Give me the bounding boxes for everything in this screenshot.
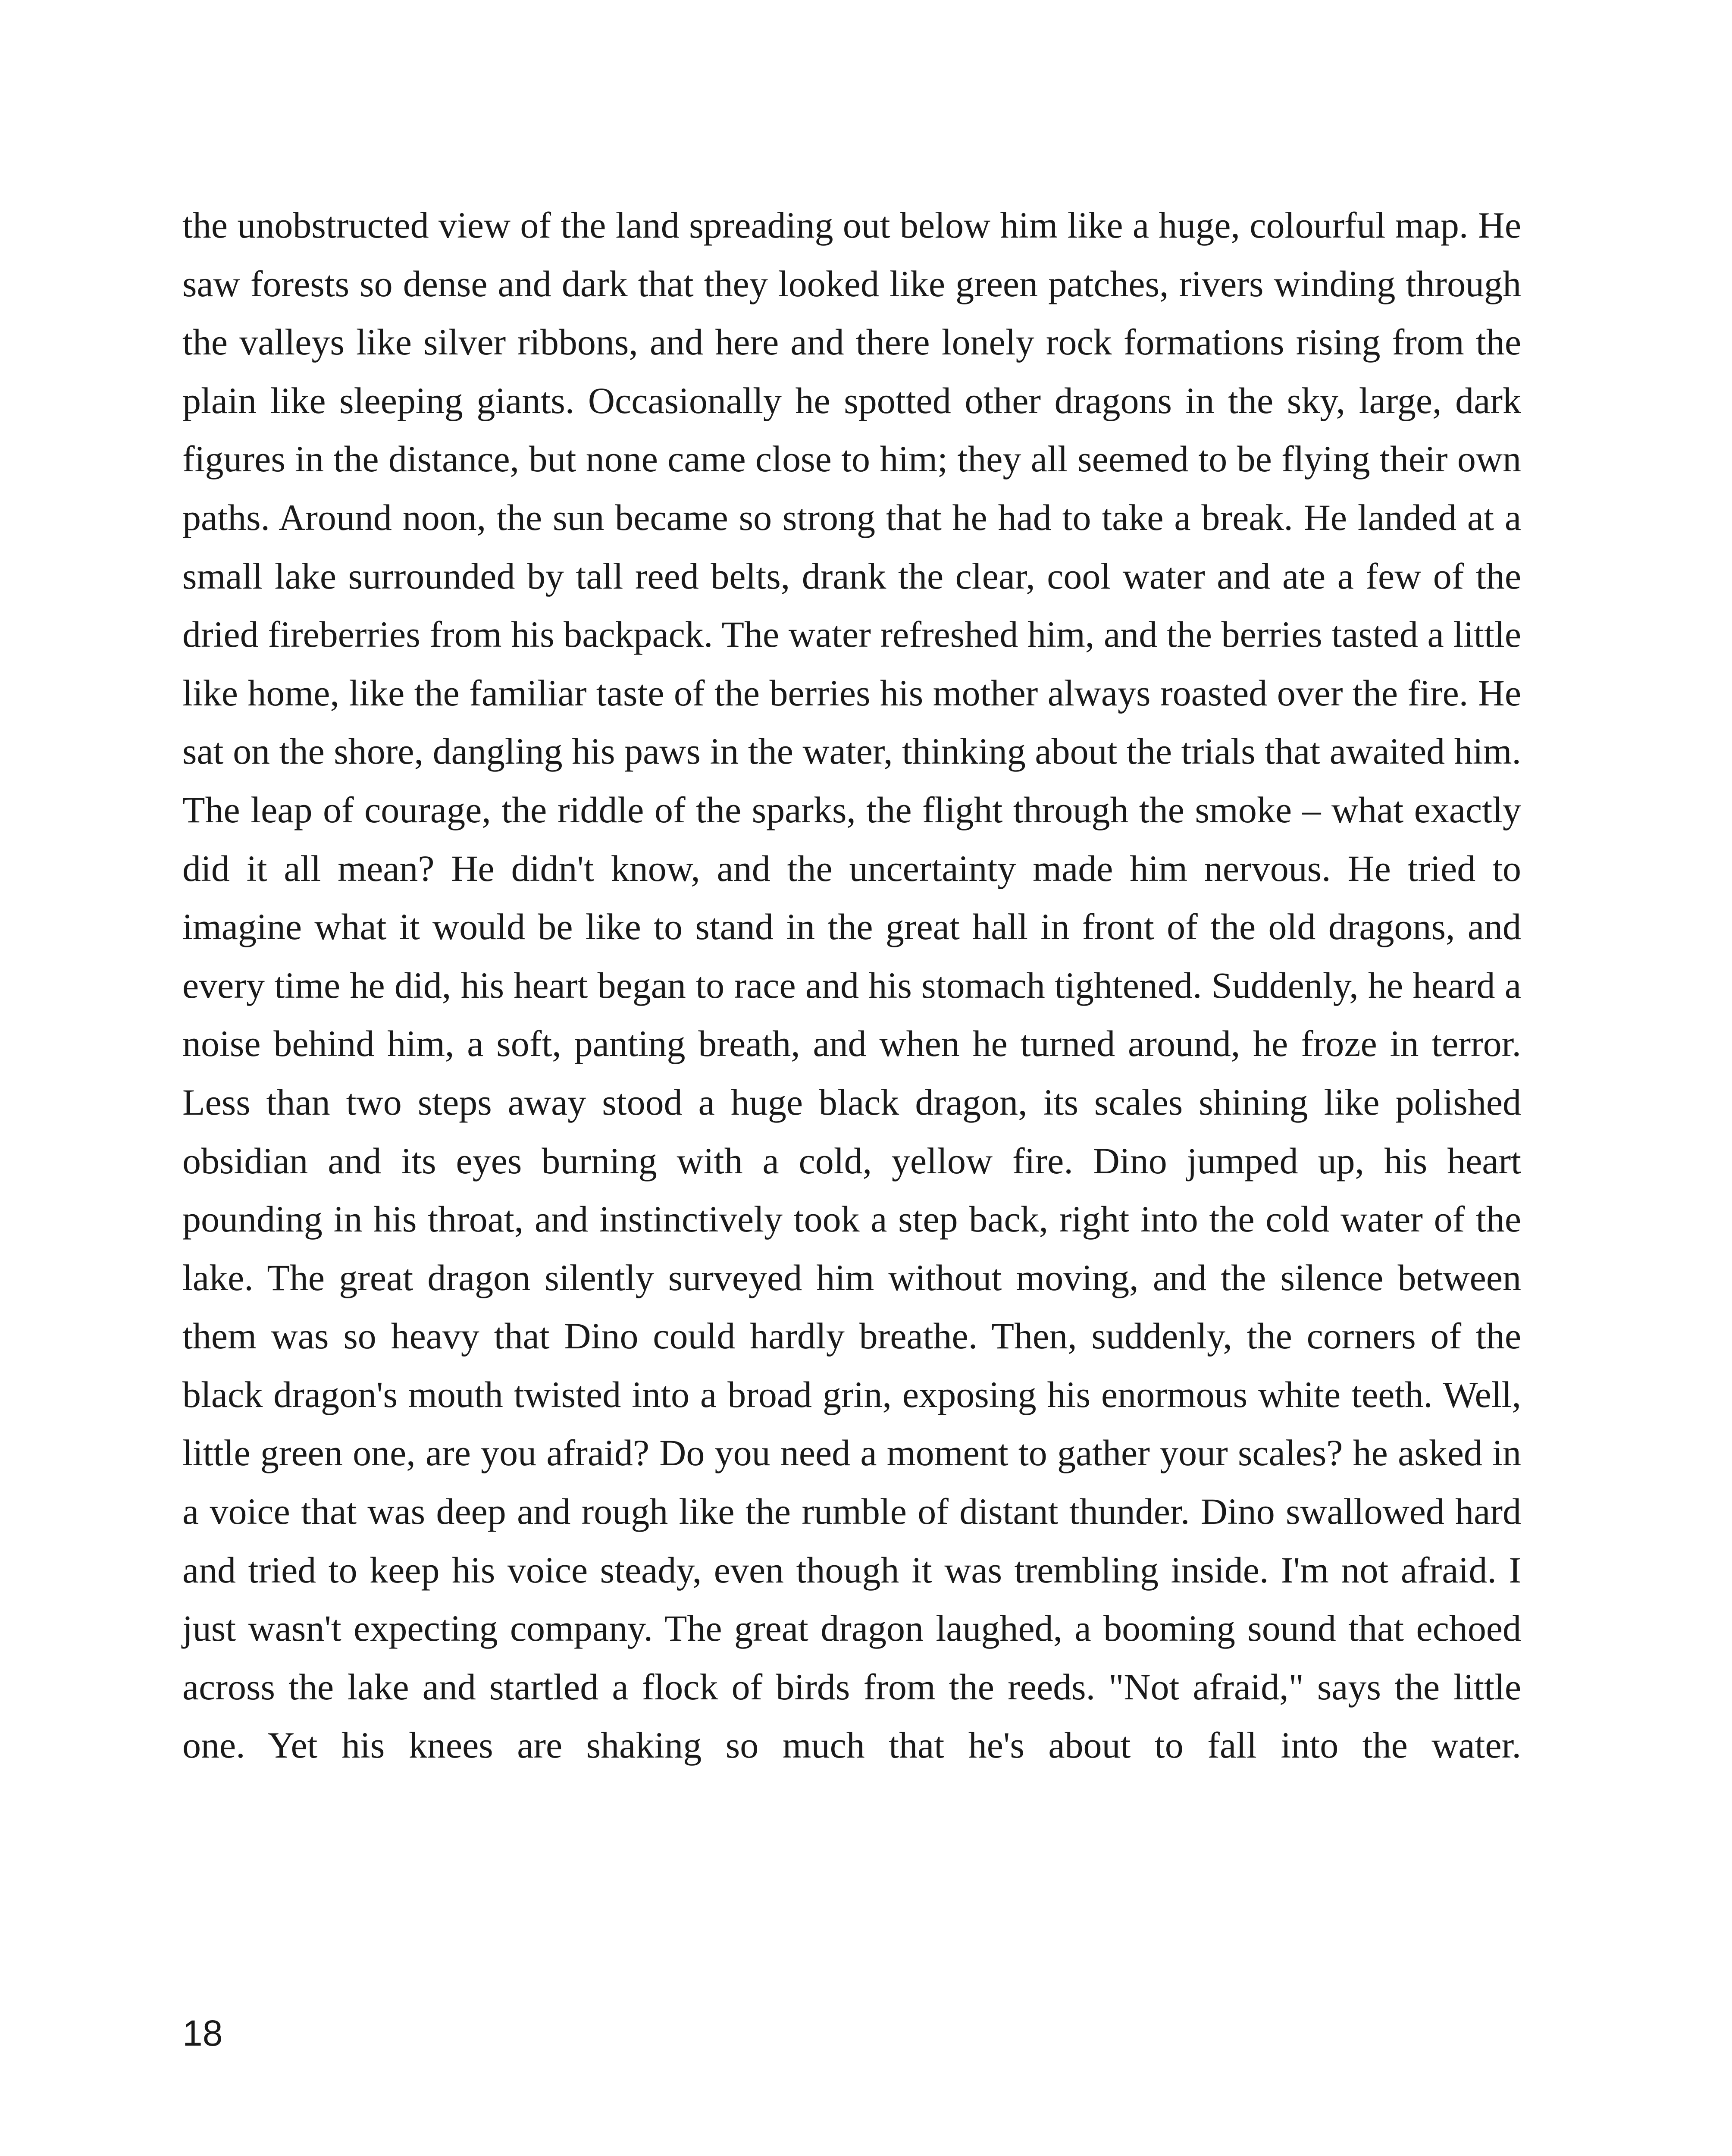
- body-paragraph: the unobstructed view of the land spreading out below him like a huge, colourful map. He saw forests so dense and dark that they looked like green patches, rivers winding through the valleys like silver ribbons, and here and there lonely rock formations rising from the plain like sleeping giants. Occasionally he spotted other dragons in the sky, large, dark figures in the distance, but none came close to him; they all seemed to be flying their own paths. Around noon, the sun became so strong that he had to take a break. He landed at a small lake surrounded by tall reed belts, drank the clear, cool water and ate a few of the dried fireberries from his backpack. The water refreshed him, and the berries tasted a little like home, like the familiar taste of the berries his mother always roasted over the fire. He sat on the shore, dangling his paws in the water, thinking about the trials that awaited him. The leap of courage, the riddle of the sparks, the flight through the smoke – what exactly did it all mean? He didn't know, and the uncertainty made him nervous. He tried to imagine what it would be like to stand in the great hall in front of the old dragons, and every time he did, his heart began to race and his stomach tightened. Suddenly, he heard a noise behind him, a soft, panting breath, and when he turned around, he froze in terror. Less than two steps away stood a huge black dragon, its scales shining like polished obsidian and its eyes burning with a cold, yellow fire. Dino jumped up, his heart pounding in his throat, and instinctively took a step back, right into the cold water of the lake. The great dragon silently surveyed him without moving, and the silence between them was so heavy that Dino could hardly breathe. Then, suddenly, the corners of the black dragon's mouth twisted into a broad grin, exposing his enormous white teeth. Well, little green one, are you afraid? Do you need a moment to gather your scales? he asked in a voice that was deep and rough like the rumble of distant thunder. Dino swallowed hard and tried to keep his voice steady, even though it was trembling inside. I'm not afraid. I just wasn't expecting company. The great dragon laughed, a booming sound that echoed across the lake and startled a flock of birds from the reeds. "Not afraid," says the little one. Yet his knees are shaking so much that he's about to fall into the water.: [182, 204, 1521, 1766]
- page-number: 18: [182, 2013, 223, 2053]
